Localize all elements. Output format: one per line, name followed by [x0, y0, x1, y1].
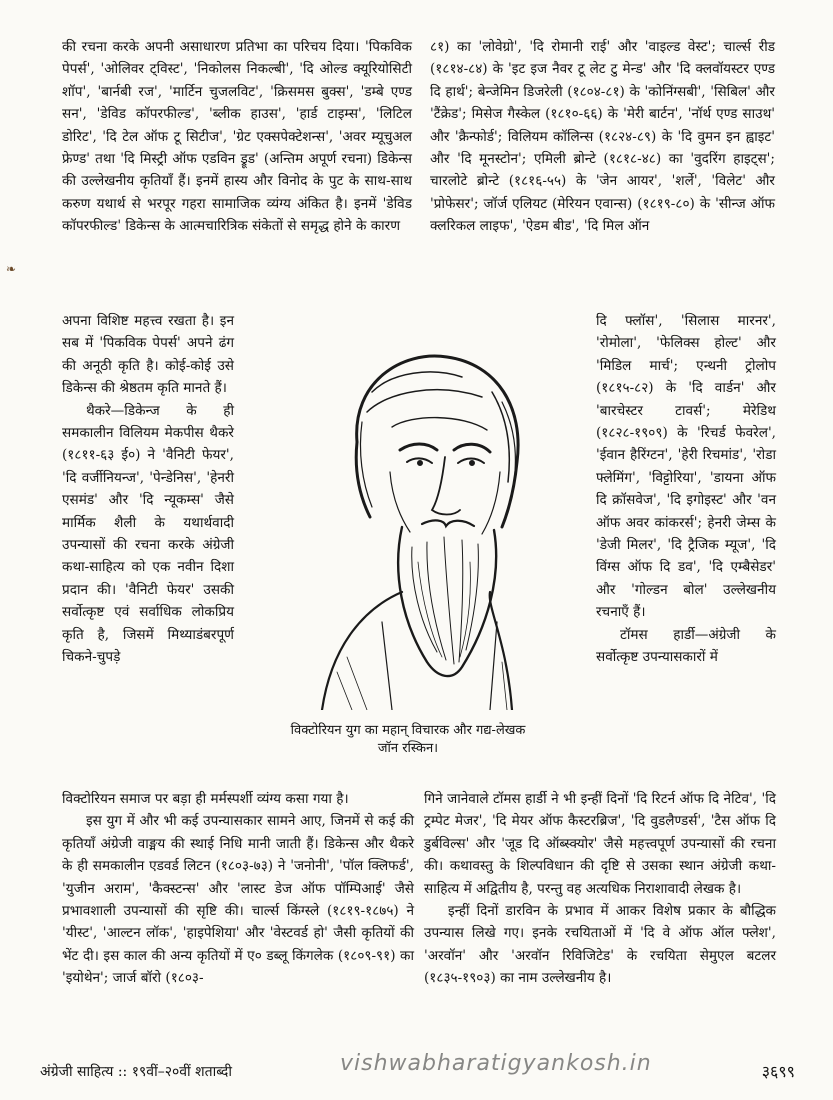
- paragraph-thackeray: थैकरे—डिकेन्ज के ही समकालीन विलियम मेकपीस थैकरे (१८११-६३ ई०) ने 'वैनिटी फेयर', 'दि वर्जीनियन्ज', 'पेन्डेनिस', 'हेनरी एसमंड' और 'दि न्यूकम्स' जैसे मार्मिक शैली के यथार्थवादी उपन्यासों की रचना करके अंग्रेजी कथा-साहित्य को एक नवीन दिशा प्रदान की। 'वैनिटी फेयर' उसकी सर्वोत्कृष्ट एवं सर्वाधिक लोकप्रिय कृति है, जिसमें मिथ्याडंबरपूर्ण चिकने-चुपड़े: [62, 402, 234, 666]
- paragraph-victorian-satire: विक्टोरियन समाज पर बड़ा ही मर्मस्पर्शी व्यंग्य कसा गया है।: [62, 791, 349, 807]
- watermark-text: vishwabharatigyankosh.in: [340, 1051, 652, 1076]
- caption-line-2: जॉन रस्किन।: [377, 741, 439, 756]
- left-column-middle: [62, 310, 234, 669]
- paragraph-darwin-butler: इन्हीं दिनों डारविन के प्रभाव में आकर विशेष प्रकार के बौद्धिक उपन्यास लिखे गए। इनके रचयिताओं में 'दि वे ऑफ ऑल फ्लेश', 'अरवॉन' और 'अरवॉन रिविजिटेड' के रचयिता सेमुएल बटलर (१८३५-१९०३) का नाम उल्लेखनीय है।: [424, 903, 776, 987]
- portrait-caption: [238, 722, 578, 758]
- right-column-middle: [596, 310, 776, 669]
- paragraph-dickens-works: की रचना करके अपनी असाधारण प्रतिभा का परिचय दिया। 'पिकविक पेपर्स', 'ओलिवर ट्विस्ट', 'निकोलस निकल्बी', 'दि ओल्ड क्यूरियोसिटी शॉप', 'बार्नबी रज', 'मार्टिन चुजलविट', 'क्रिसमस बुक्स', 'डम्बे एण्ड सन', 'डेविड कॉपरफील्ड', 'ब्लीक हाउस', 'हार्ड टाइम्स', 'लिटिल डोरिट', 'दि टेल ऑफ टू सिटीज', 'ग्रेट एक्सपेक्टेशन्स', 'अवर म्यूचुअल फ्रेण्ड' तथा 'दि मिस्ट्री ऑफ एडविन ड्रूड' (अन्तिम अपूर्ण रचना) डिकेन्स की उल्लेखनीय कृतियाँ हैं। इनमें हास्य और विनोद के पुट के साथ-साथ करुण यथार्थ से भरपूर गहरा सामाजिक व्यंग्य अंकित है। इनमें 'डेविड कॉपरफील्ड' डिकेन्स के आत्मचारित्रिक संकेतों से समृद्ध होने के कारण: [62, 39, 412, 235]
- ruskin-portrait-illustration: [262, 322, 572, 710]
- ruskin-portrait: [262, 322, 572, 710]
- left-column-bottom: [62, 788, 414, 990]
- margin-mark-icon: ❧: [6, 262, 17, 276]
- caption-line-1: विक्टोरियन युग का महान् विचारक और गद्य-लेखक: [290, 723, 526, 738]
- page-footer: [40, 1051, 795, 1086]
- paragraph-hardy-intro: टॉमस हार्डी—अंग्रेजी के सर्वोत्कृष्ट उपन्यासकारों में: [596, 626, 776, 666]
- right-column-bottom: [424, 788, 776, 990]
- paragraph-pickwick: अपना विशिष्ट महत्त्व रखता है। इन सब में 'पिकविक पेपर्स' अपने ढंग की अनूठी कृति है। कोई-कोई उसे डिकेन्स की श्रेष्ठतम कृति मानते हैं।: [62, 313, 234, 397]
- left-column-top: [62, 36, 412, 238]
- paragraph-lytton-kingsley: इस युग में और भी कई उपन्यासकार सामने आए, जिनमें से कई की कृतियाँ अंग्रेजी वाङ्मय की स्थाई निधि मानी जाती हैं। डिकेन्स और थैकरे के ही समकालीन एडवर्ड लिटन (१८०३-७३) ने 'जनोनी', 'पॉल क्लिफर्ड', 'युजीन अराम', 'कैक्स्टन्स' और 'लास्ट डेज ऑफ पॉम्पिआई' जैसे प्रभावशाली उपन्यासों की सृष्टि की। चार्ल्स किंग्स्ले (१८१९-१८७५) ने 'यीस्ट', 'आल्टन लॉक', 'हाइपेशिया' और 'वेस्टवर्ड हो' जैसी कृतियों की भेंट दी। इस काल की अन्य कृतियों में ए० डब्लू किंगलेक (१८०९-९१) का 'इयोथेन'; जार्ज बॉरो (१८०३-: [62, 813, 414, 987]
- paragraph-eliot-trollope-meredith: दि फ्लॉस', 'सिलास मारनर', 'रोमोला', 'फेलिक्स होल्ट' और 'मिडिल मार्च'; एन्थनी ट्रोलोप (१८१५-८२) के 'दि वार्डन' और 'बारचेस्टर टावर्स'; मेरेडिथ (१८२८-१९०९) के 'रिचर्ड फेवरेल', 'ईवान हैरिंग्टन', 'हेरी रिचमांड', 'रोडा फ्लेमिंग', 'विट्टोरिया', 'डायना ऑफ दि क्रॉसवेज', 'दि इगोइस्ट' और 'वन ऑफ अवर कांकरर्स'; हेनरी जेम्स के 'डेजी मिलर', 'दि ट्रैजिक म्यूज', 'दि विंग्स ऑफ दि डव', 'दि एम्बैसेडर' और 'गोल्डन बोल' उल्लेखनीय रचनाएँ हैं।: [596, 313, 776, 621]
- page-number: ३६९९: [761, 1062, 795, 1081]
- paragraph-hardy-works: गिने जानेवाले टॉमस हार्डी ने भी इन्हीं दिनों 'दि रिटर्न ऑफ दि नेटिव', 'दि ट्रम्पेट मेजर', 'दि मेयर ऑफ कैस्टरब्रिज', 'दि वुडलैण्डर्स', 'टैस ऑफ दि डुर्बविल्स' और 'जूड दि ऑब्स्क्योर' जैसे महत्त्वपूर्ण उपन्यासों की रचना की। कथावस्तु के शिल्पविधान की दृष्टि से उसका स्थान अंग्रेजी कथा-साहित्य में अद्वितीय है, परन्तु वह अत्यधिक निराशावादी लेखक है।: [424, 791, 776, 897]
- running-title: अंग्रेजी साहित्य :: १९वीं–२०वीं शताब्दी: [40, 1064, 232, 1080]
- paragraph-victorian-novelists: ८१) का 'लोवेग्रो', 'दि रोमानी राई' और 'वाइल्ड वेस्ट'; चार्ल्स रीड (१८१४-८४) के 'इट इज नैवर टू लेट टु मेन्ड' और 'दि क्लवॉयस्टर एण्ड दि हार्थ'; बेन्जेमिन डिजरेली (१८०४-८१) के 'कोनिंग्सबी', 'सिबिल' और 'टैंक्रेड'; मिसेज गैस्केल (१८१०-६६) के 'मेरी बार्टन', 'नॉर्थ एण्ड साउथ' और 'क्रैन्फोर्ड'; विलियम कॉलिन्स (१८२४-८९) के 'दि वुमन इन ह्वाइट' और 'दि मूनस्टोन'; एमिली ब्रोन्टे (१८१८-४८) का 'वुदरिंग हाइट्स'; चारलोटे ब्रोन्टे (१८१६-५५) के 'जेन आयर', 'शर्ले', 'विलेट' और 'प्रोफेसर'; जॉर्ज एलियट (मेरियन एवान्स) (१८१९-८०) के 'सीन्ज ऑफ क्लरिकल लाइफ', 'ऐडम बीड', 'दि मिल ऑन: [430, 39, 775, 235]
- right-column-top: [430, 36, 775, 238]
